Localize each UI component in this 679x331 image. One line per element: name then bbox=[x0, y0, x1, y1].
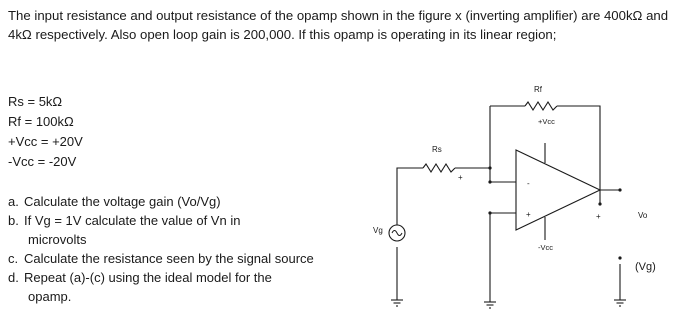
task-text: If Vg = 1V calculate the value of Vn in bbox=[24, 213, 241, 228]
junction-dot bbox=[598, 202, 601, 205]
rs-node-plus-sign: + bbox=[458, 173, 463, 182]
task-b-continued: microvolts bbox=[28, 232, 87, 247]
junction-dot bbox=[618, 256, 621, 259]
problem-statement: The input resistance and output resistance of the opamp shown in the figure x (inverting amplifier) are 400kΩ and 4kΩ respectively. Also open loop gain is 200,000. If this opamp is operating in its linear region; bbox=[8, 8, 669, 42]
vcc-neg-label: -Vcc bbox=[538, 243, 553, 252]
given-rf: Rf = 100kΩ bbox=[8, 114, 74, 129]
output-plus-sign: + bbox=[596, 212, 601, 221]
junction-dot bbox=[618, 188, 621, 191]
rf-resistor bbox=[525, 102, 557, 110]
task-text: Calculate the resistance seen by the signal source bbox=[24, 251, 314, 266]
rs-resistor bbox=[423, 164, 455, 172]
vg-reference-label: (Vg) bbox=[635, 261, 656, 273]
rf-label: Rf bbox=[534, 85, 542, 94]
task-marker: b. bbox=[8, 213, 19, 228]
vcc-pos-label: +Vcc bbox=[538, 117, 555, 126]
given-vcc-pos: +Vcc = +20V bbox=[8, 134, 83, 149]
vg-label: Vg bbox=[373, 226, 383, 235]
feedback-wire-right bbox=[557, 106, 600, 204]
vo-label: Vo bbox=[638, 211, 648, 220]
task-text: Repeat (a)-(c) using the ideal model for the bbox=[24, 270, 272, 285]
junction-dot bbox=[488, 211, 491, 214]
rs-label: Rs bbox=[432, 145, 442, 154]
task-text: Calculate the voltage gain (Vo/Vg) bbox=[24, 194, 221, 209]
junction-dot bbox=[488, 180, 491, 183]
opamp-minus-sign: - bbox=[527, 179, 530, 188]
ground-icon bbox=[391, 300, 403, 306]
task-d-continued: opamp. bbox=[28, 289, 72, 304]
opamp-plus-sign: + bbox=[526, 210, 531, 219]
given-rs: Rs = 5kΩ bbox=[8, 94, 63, 109]
ground-icon bbox=[484, 302, 496, 308]
task-marker: a. bbox=[8, 194, 19, 209]
junction-dot bbox=[488, 166, 491, 169]
given-vcc-neg: -Vcc = -20V bbox=[8, 154, 77, 169]
task-marker: d. bbox=[8, 270, 19, 285]
ground-icon bbox=[614, 300, 626, 306]
task-marker: c. bbox=[8, 251, 19, 266]
inverting-node-wire bbox=[490, 106, 516, 182]
source-wire bbox=[397, 168, 423, 233]
